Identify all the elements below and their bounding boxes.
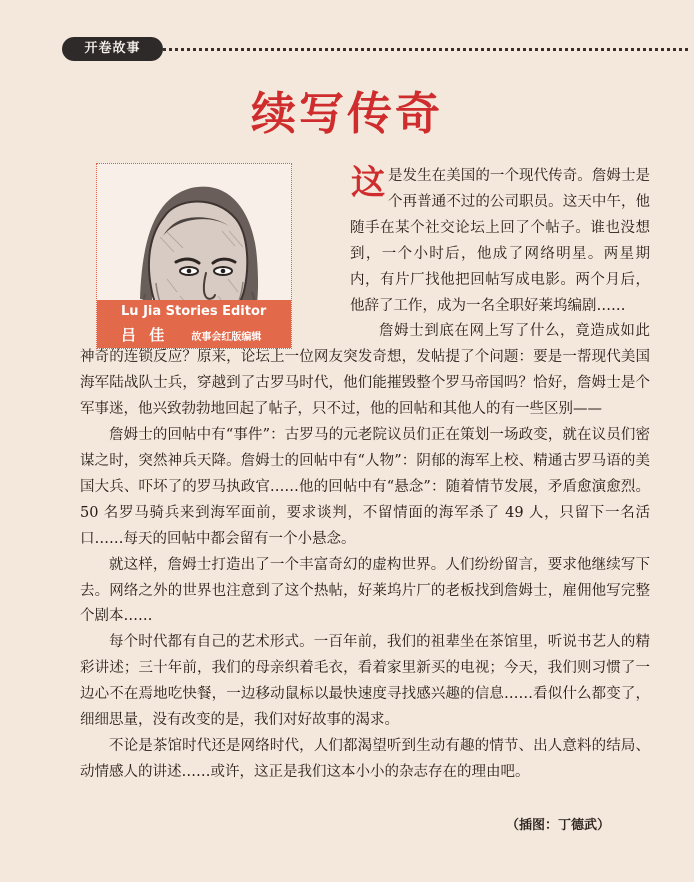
dotted-rule [163,48,688,51]
section-header [62,37,688,61]
section-badge: 开卷故事 [62,37,163,61]
editor-title: Lu Jia Stories Editor [121,304,267,319]
editor-role: 故事会红版编辑 [191,332,262,343]
article-paragraph: 不论是茶馆时代还是网络时代，人们都渴望听到生动有趣的情节、出人意料的结局、动情感人的讲述……或许，这正是我们这本小小的杂志存在的理由吧。 [80,737,650,780]
portrait-space [80,164,350,344]
article-intro-text: 是发生在美国的一个现代传奇。詹姆士是个再普通不过的公司职员。这天中午，他随手在某个社交论坛上回了个帖子。谁也没想到，一个小时后，他成了网络明星。两星期内，有片厂找他把回帖写成电影。两个月后，他辞了工作，成为一名全职好莱坞编剧…… [350,168,650,314]
article-paragraph: 詹姆士到底在网上写了什么，竟造成如此神奇的连锁反应？原来，论坛上一位网友突发奇想，发帖提了个问题：要是一帮现代美国海军陆战队士兵，穿越到了古罗马时代，他们能摧毁整个罗马帝国吗？恰好，詹姆士是个军事迷，他兴致勃勃地回起了帖子，只不过，他的回帖和其他人的有一些区别—— [80,323,650,418]
article-paragraph: 每个时代都有自己的艺术形式。一百年前，我们的祖辈坐在茶馆里，听说书艺人的精彩讲述；三十年前，我们的母亲织着毛衣，看着家里新买的电视；今天，我们则习惯了一边心不在焉地吃快餐，一边移动鼠标以最快速度寻找感兴趣的信息……看似什么都变了，细细思量，没有改变的是，我们对好故事的渴求。 [80,634,650,729]
illustration-credit: （插图：丁德武） [505,818,610,833]
article-paragraph: 詹姆士的回帖中有“事件”：古罗马的元老院议员们正在策划一场政变，就在议员们密谋之时，突然神兵天降。詹姆士的回帖中有“人物”：阴郁的海军上校、精通古罗马语的美国大兵、吓坏了的罗马执政官……他的回帖中有“悬念”：随着情节发展，矛盾愈演愈烈。50 名罗马骑兵来到海军面前，要求谈判，不留情面的海军杀了 49 人，只留下一名活口……每天的回帖中都会留有一个小悬念。 [80,427,650,547]
article-paragraph: 就这样，詹姆士打造出了一个丰富奇幻的虚构世界。人们纷纷留言，要求他继续写下去。网络之外的世界也注意到了这个热帖，好莱坞片厂的老板找到詹姆士，雇佣他写完整个剧本…… [80,556,650,625]
dropcap-character: 这 [351,163,385,203]
article-title: 续写传奇 [250,87,443,140]
editor-name: 吕 佳 [121,326,169,344]
article-body [80,164,650,786]
